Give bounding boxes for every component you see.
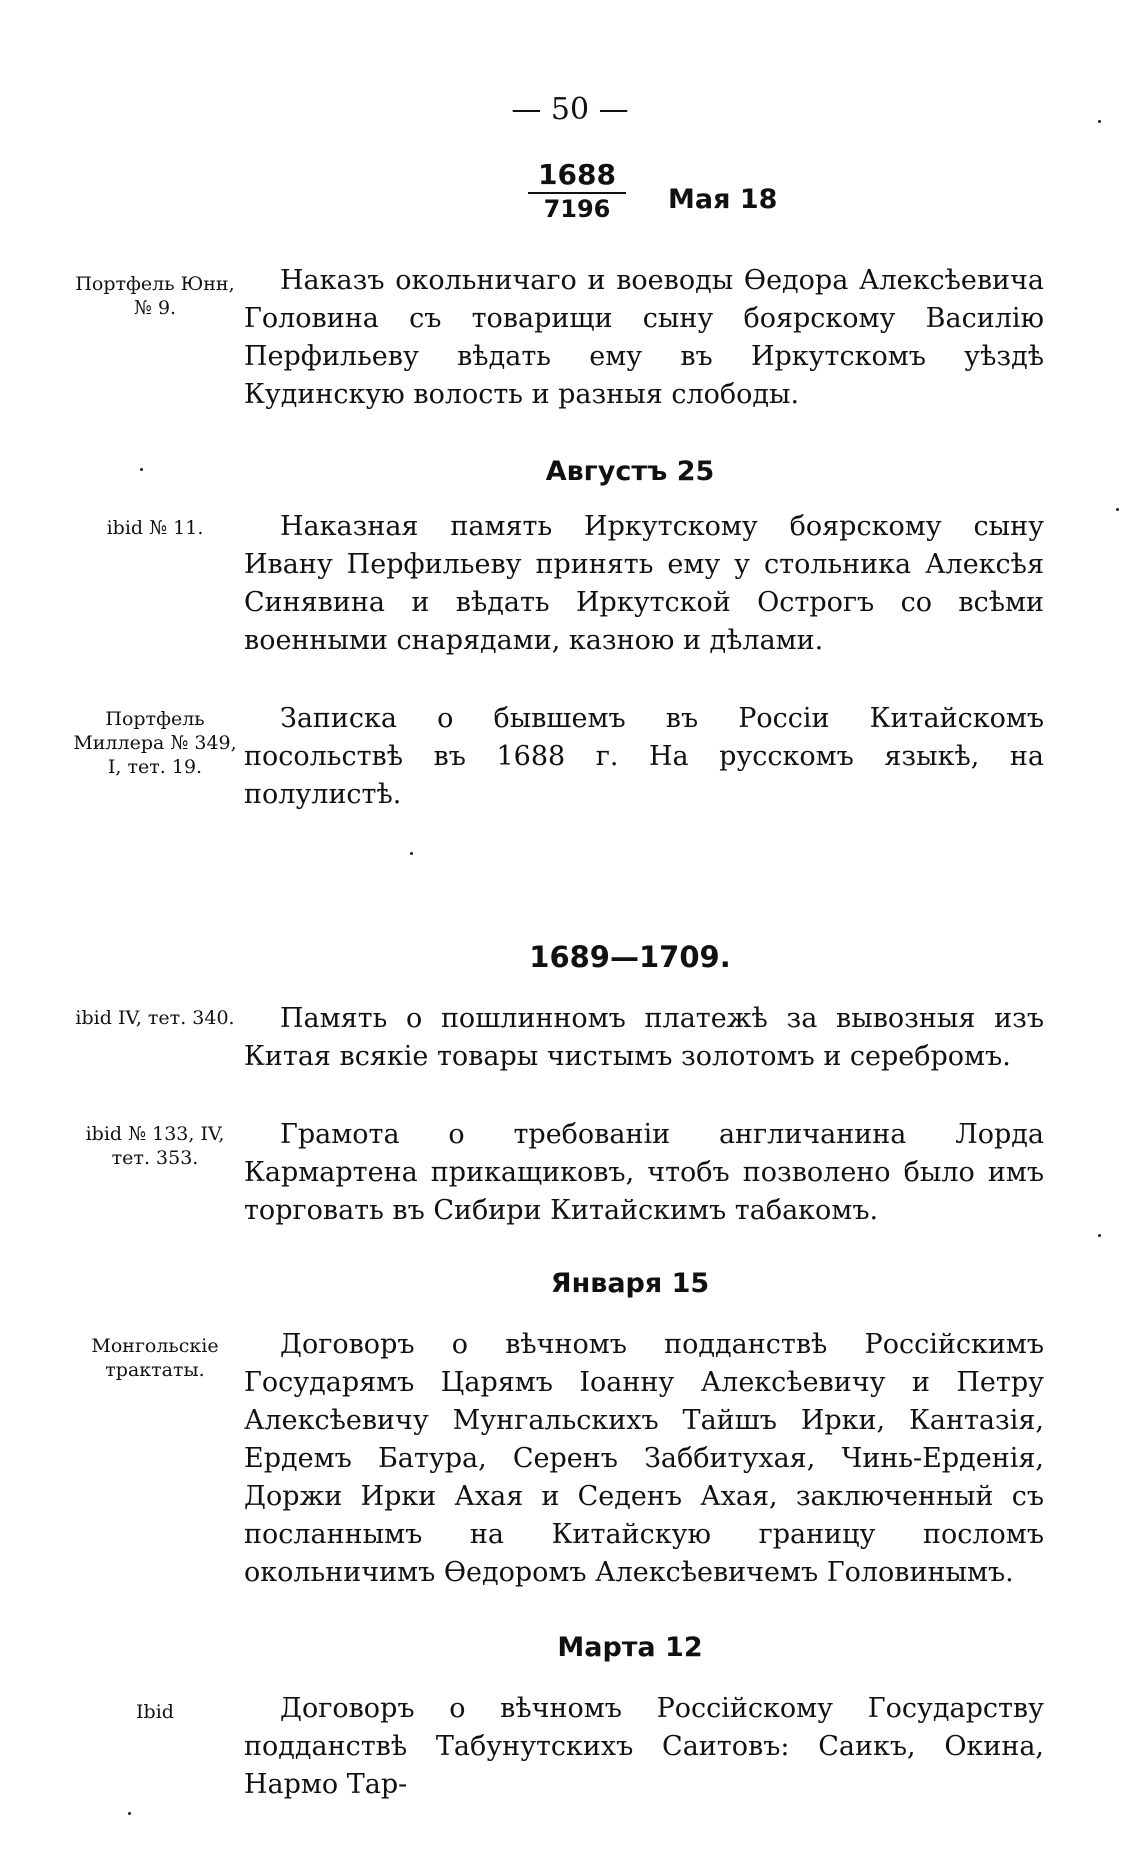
print-speck bbox=[140, 468, 143, 471]
margin-note: ibid № 133, IV, тет. 353. bbox=[85, 1123, 225, 1169]
print-speck bbox=[1098, 120, 1101, 123]
year-denominator: 7196 bbox=[528, 192, 626, 224]
margin-note: Ibid bbox=[136, 1701, 174, 1723]
date-heading-august-25: Августъ 25 bbox=[545, 456, 715, 487]
margin-note: ibid № 11. bbox=[106, 517, 204, 539]
print-speck bbox=[410, 852, 413, 855]
margin-note: ibid IV, тет. 340. bbox=[75, 1007, 235, 1029]
margin-note: Монгольскіе трактаты. bbox=[91, 1335, 219, 1381]
margin-note: Портфель Юнн, № 9. bbox=[75, 273, 235, 319]
print-speck bbox=[1116, 508, 1119, 511]
entry-text: Договоръ о вѣчномъ Россійскому Государству подданствѣ Табунутскихъ Саитовъ: Саикъ, Окина, Нармо Тар- bbox=[244, 1693, 1044, 1800]
entry-text: Наказъ окольничаго и воеводы Өедора Алексѣевича Головина съ товарищи сыну боярскому Василію Перфильеву вѣдать ему въ Иркутскомъ уѣздѣ Кудинскую волость и разныя слободы. bbox=[244, 265, 1044, 410]
date-heading-may-18: Мая 18 bbox=[668, 184, 778, 215]
years-heading-1689-1709: 1689—1709. bbox=[529, 940, 731, 974]
entry-text: Грамота о требованіи англичанина Лорда Кармартена прикащиковъ, чтобъ позволено было имъ торговать въ Сибири Китайскимъ табакомъ. bbox=[244, 1119, 1044, 1226]
entry-text: Наказная память Иркутскому боярскому сыну Ивану Перфильеву принять ему у стольника Алексѣя Синявина и вѣдать Иркутской Острогъ со всѣми военными снарядами, казною и дѣлами. bbox=[244, 511, 1044, 656]
page-number: — 50 — bbox=[511, 92, 629, 127]
year-numerator: 1688 bbox=[538, 158, 616, 191]
print-speck bbox=[1098, 1234, 1101, 1237]
date-heading-january-15: Января 15 bbox=[550, 1268, 710, 1299]
margin-note: Портфель Миллера № 349, I, тет. 19. bbox=[73, 708, 237, 778]
entry-text: Записка о бывшемъ въ Россіи Китайскомъ посольствѣ въ 1688 г. На русскомъ языкѣ, на полулистѣ. bbox=[244, 703, 1044, 810]
print-speck bbox=[128, 1812, 131, 1815]
entry-text: Память о пошлинномъ платежѣ за вывозныя изъ Китая всякіе товары чистымъ золотомъ и серебромъ. bbox=[244, 1003, 1044, 1072]
date-heading-march-12: Марта 12 bbox=[557, 1632, 703, 1663]
year-fraction-1688 bbox=[528, 158, 626, 224]
entry-text: Договоръ о вѣчномъ подданствѣ Россійскимъ Государямъ Царямъ Іоанну Алексѣевичу и Петру Алексѣевичу Мунгальскихъ Тайшъ Ирки, Кантазія, Ердемъ Батура, Серенъ Заббитухая, Чинь-Ерденія, Доржи Ирки Ахая и Седенъ Ахая, заключенный съ посланнымъ на Китайскую границу посломъ окольничимъ Өедоромъ Алексѣевичемъ Головинымъ. bbox=[244, 1329, 1044, 1588]
